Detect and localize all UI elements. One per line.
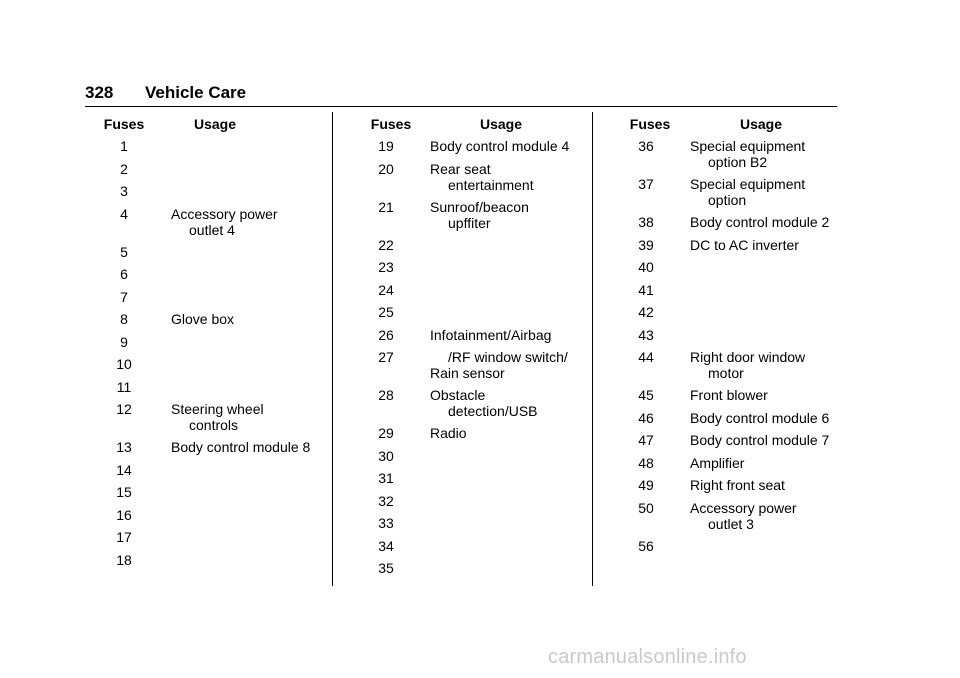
table-row: [620, 237, 850, 260]
table-row: [98, 507, 328, 530]
table-row: [98, 401, 328, 439]
header-usage: Usage: [194, 116, 237, 132]
page-number: 328: [85, 83, 114, 102]
table-row: [360, 425, 590, 448]
table-row: [98, 484, 328, 507]
fuse-number: 50: [638, 499, 654, 516]
table-row: [360, 327, 590, 350]
usage-line-1: /RF window switch/: [448, 349, 568, 365]
usage-line-1: Body control module 8: [171, 439, 311, 455]
fuse-number: 56: [638, 537, 654, 554]
usage-line-1: Right front seat: [690, 477, 785, 493]
table-row: [620, 282, 850, 305]
fuse-number: 40: [638, 259, 654, 275]
fuse-number: 2: [120, 160, 128, 177]
column-divider: [332, 112, 333, 586]
fuse-usage: [690, 477, 855, 493]
fuse-number: 13: [116, 439, 132, 455]
fuse-usage: [430, 349, 595, 381]
page-header: [85, 82, 837, 107]
fuse-usage: [690, 138, 855, 170]
fuse-usage: [690, 237, 855, 253]
fuse-number: 16: [116, 506, 132, 523]
fuse-number: 29: [378, 425, 394, 441]
fuse-number: 47: [638, 432, 654, 448]
table-row: [98, 206, 328, 244]
fuse-number: 46: [638, 409, 654, 426]
table-row: [360, 349, 590, 387]
fuse-number: 22: [378, 236, 394, 253]
fuse-number: 35: [378, 560, 394, 576]
table-row: [620, 500, 850, 538]
fuse-usage: [430, 425, 595, 441]
table-row: [98, 138, 328, 161]
fuse-usage: [171, 311, 336, 327]
fuse-number: 43: [638, 326, 654, 343]
fuse-number: 44: [638, 349, 654, 365]
fuse-number: 37: [638, 176, 654, 192]
fuse-number: 6: [120, 266, 128, 282]
fuse-rows: [360, 138, 590, 583]
fuse-table-column-2: [360, 116, 590, 583]
fuse-number: 34: [378, 537, 394, 554]
fuse-number: 10: [116, 356, 132, 372]
fuse-usage: [171, 439, 336, 455]
table-row: [98, 289, 328, 312]
usage-line-1: Accessory power: [690, 499, 797, 516]
fuse-number: 27: [378, 349, 394, 365]
table-row: [360, 304, 590, 327]
header-fuses: Fuses: [629, 116, 671, 132]
usage-line-1: Body control module 7: [690, 432, 830, 448]
table-row: [360, 560, 590, 583]
fuse-number: 30: [378, 447, 394, 464]
fuse-number: 19: [378, 138, 394, 154]
usage-line-2: option B2: [708, 154, 768, 170]
usage-line-1: Rear seat: [430, 160, 491, 177]
table-row: [620, 304, 850, 327]
table-row: [360, 515, 590, 538]
fuse-number: 26: [378, 326, 394, 343]
fuse-number: 48: [638, 454, 654, 471]
table-header: [360, 116, 590, 138]
fuse-number: 21: [378, 198, 394, 215]
usage-line-2: controls: [189, 417, 239, 433]
fuse-usage: [690, 176, 855, 208]
usage-line-1: Special equipment: [690, 138, 806, 154]
table-row: [360, 259, 590, 282]
table-row: [360, 199, 590, 237]
fuse-number: 12: [116, 401, 132, 417]
usage-line-2: upffiter: [448, 214, 491, 231]
usage-line-2: option: [708, 192, 747, 208]
usage-line-1: Front blower: [690, 387, 768, 403]
fuse-number: 1: [120, 138, 128, 154]
fuse-number: 15: [116, 484, 132, 500]
usage-line-1: Radio: [430, 425, 467, 441]
usage-line-1: Body control module 6: [690, 409, 830, 426]
table-row: [98, 379, 328, 402]
header-usage: Usage: [740, 116, 783, 132]
table-row: [620, 176, 850, 214]
fuse-number: 41: [638, 281, 654, 298]
table-row: [98, 462, 328, 485]
fuse-number: 7: [120, 288, 128, 305]
fuse-usage: [171, 401, 336, 433]
usage-line-2: entertainment: [448, 176, 534, 193]
fuse-usage: [690, 500, 855, 532]
usage-line-2: Rain sensor: [430, 365, 505, 381]
usage-line-1: Glove box: [171, 311, 235, 327]
usage-line-1: Infotainment/Airbag: [430, 326, 552, 343]
table-row: [360, 448, 590, 471]
table-row: [360, 161, 590, 199]
fuse-table-column-3: [620, 116, 850, 560]
usage-line-2: motor: [708, 365, 744, 381]
fuse-number: 45: [638, 387, 654, 403]
fuse-number: 25: [378, 304, 394, 320]
fuse-number: 11: [116, 378, 132, 395]
fuse-usage: [690, 214, 855, 230]
fuse-number: 4: [120, 205, 128, 222]
table-row: [98, 244, 328, 267]
fuse-usage: [690, 387, 855, 403]
fuse-number: 28: [378, 387, 394, 403]
table-row: [360, 538, 590, 561]
table-row: [98, 439, 328, 462]
usage-line-1: DC to AC inverter: [690, 236, 799, 253]
fuse-number: 5: [120, 243, 128, 260]
fuse-number: 39: [638, 236, 654, 253]
header-fuses: Fuses: [103, 116, 145, 132]
table-row: [620, 432, 850, 455]
fuse-number: 24: [378, 281, 394, 298]
fuse-usage: [430, 327, 595, 343]
fuse-rows: [98, 138, 328, 574]
table-row: [360, 493, 590, 516]
table-row: [98, 311, 328, 334]
fuse-number: 38: [638, 214, 654, 230]
usage-line-1: Sunroof/beacon: [430, 198, 529, 215]
usage-line-1: Body control module 4: [430, 138, 570, 154]
table-row: [360, 237, 590, 260]
fuse-number: 18: [116, 551, 132, 568]
table-row: [620, 327, 850, 350]
fuse-usage: [690, 455, 855, 471]
table-row: [98, 356, 328, 379]
table-row: [98, 552, 328, 575]
table-row: [620, 387, 850, 410]
usage-line-2: outlet 4: [189, 221, 235, 238]
fuse-number: 3: [120, 183, 128, 199]
fuse-usage: [171, 206, 336, 238]
fuse-usage: [690, 349, 855, 381]
usage-line-2: detection/USB: [448, 403, 538, 419]
fuse-rows: [620, 138, 850, 560]
fuse-number: 20: [378, 160, 394, 177]
page-title: Vehicle Care: [145, 83, 247, 102]
fuse-table-column-1: [98, 116, 328, 574]
fuse-usage: [430, 138, 595, 154]
table-header: [98, 116, 328, 138]
table-row: [620, 455, 850, 478]
fuse-usage: [690, 432, 855, 448]
table-row: [98, 183, 328, 206]
fuse-number: 42: [638, 304, 654, 320]
table-row: [360, 387, 590, 425]
table-header: [620, 116, 850, 138]
fuse-number: 14: [116, 461, 132, 478]
usage-line-1: Special equipment: [690, 176, 806, 192]
usage-line-1: Steering wheel: [171, 401, 264, 417]
table-row: [620, 538, 850, 561]
fuse-number: 9: [120, 333, 128, 350]
fuse-number: 36: [638, 138, 654, 154]
table-row: [98, 266, 328, 289]
table-row: [620, 410, 850, 433]
table-row: [620, 214, 850, 237]
fuse-number: 17: [116, 529, 132, 545]
fuse-usage: [430, 161, 595, 193]
fuse-number: 23: [378, 259, 394, 275]
table-row: [98, 334, 328, 357]
usage-line-1: Obstacle: [430, 387, 486, 403]
table-row: [620, 349, 850, 387]
usage-line-1: Accessory power: [171, 205, 278, 222]
fuse-usage: [690, 410, 855, 426]
usage-line-1: Right door window: [690, 349, 806, 365]
table-row: [98, 529, 328, 552]
fuse-number: 31: [378, 470, 394, 486]
table-row: [620, 138, 850, 176]
watermark: carmanualsonline.info: [548, 646, 747, 668]
fuse-usage: [430, 387, 595, 419]
header-usage: Usage: [480, 116, 523, 132]
table-row: [620, 259, 850, 282]
table-row: [98, 161, 328, 184]
fuse-number: 8: [120, 311, 128, 327]
header-fuses: Fuses: [370, 116, 412, 132]
table-row: [620, 477, 850, 500]
table-row: [360, 470, 590, 493]
fuse-number: 33: [378, 515, 394, 531]
usage-line-2: outlet 3: [708, 515, 754, 532]
table-row: [360, 138, 590, 161]
fuse-number: 32: [378, 492, 394, 509]
usage-line-1: Amplifier: [690, 454, 745, 471]
usage-line-1: Body control module 2: [690, 214, 830, 230]
fuse-number: 49: [638, 477, 654, 493]
table-row: [360, 282, 590, 305]
fuse-usage: [430, 199, 595, 231]
